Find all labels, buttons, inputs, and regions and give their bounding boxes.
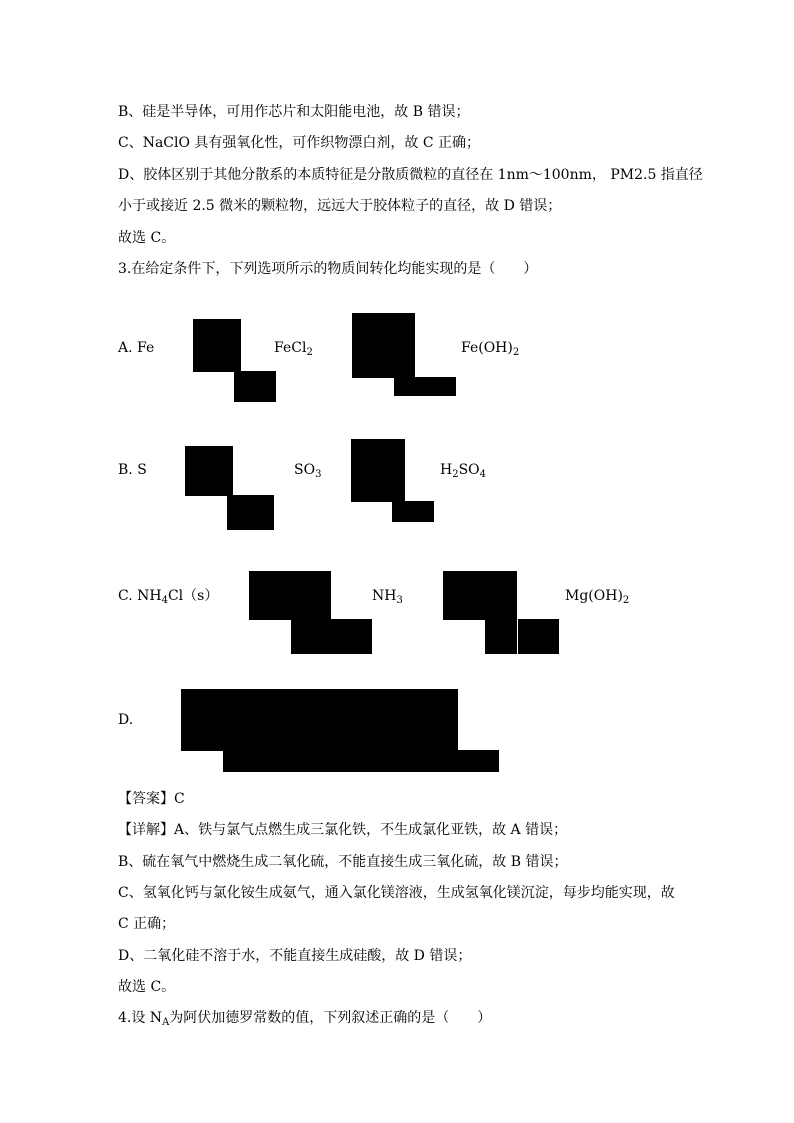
option-b-label: B. S xyxy=(118,462,147,478)
detail-line-2: B、硫在氧气中燃烧生成二氧化硫，不能直接生成三氧化硫，故 B 错误； xyxy=(118,854,568,870)
option-d-label: D. xyxy=(118,712,134,728)
option-b-redaction-2 xyxy=(227,495,274,530)
option-c-redaction-4 xyxy=(485,619,517,654)
text-line-d-prev-1: D、胶体区别于其他分散系的本质特征是分散质微粒的直径在 1nm～100nm， PM2.5 指直径 xyxy=(118,167,703,183)
detail-line-1: 【详解】A、铁与氯气点燃生成三氯化铁，不生成氯化亚铁，故 A 错误； xyxy=(118,822,568,838)
option-c-product-2: $Mg(OH)_2$ xyxy=(565,588,630,606)
option-a-redaction-5 xyxy=(415,377,456,396)
text-line-d-prev-2: 小于或接近 2.5 微米的颗粒物，远远大于胶体粒子的直径，故 D 错误； xyxy=(118,198,562,214)
question-4-stem: 4.设 $N_A$为阿伏加德罗常数的值，下列叙述正确的是（ ） xyxy=(118,1010,492,1028)
option-c-redaction-5 xyxy=(518,619,559,654)
detail-line-3: C、氢氧化钙与氯化铵生成氨气，通入氯化镁溶液，生成氢氧化镁沉淀，每步均能实现，故 xyxy=(118,885,675,901)
option-a-product-2: $Fe(OH)_2$ xyxy=(461,340,520,358)
option-c-label: C. $NH_4Cl(s)$ xyxy=(118,588,219,606)
option-b-product-2: $H_2SO_4$ xyxy=(440,462,487,480)
question-3-stem: 3.在给定条件下，下列选项所示的物质间转化均能实现的是（ ） xyxy=(118,261,538,277)
detail-line-6: 故选 C。 xyxy=(118,979,176,995)
option-c-redaction-2 xyxy=(291,619,372,654)
text-line-choose-prev: 故选 C。 xyxy=(118,230,176,246)
option-c-product-1: $NH_3$ xyxy=(372,588,403,606)
option-b-redaction-1 xyxy=(185,446,233,496)
option-a-product-1: FeCl$_2$ xyxy=(274,340,313,358)
option-b-product-1: $SO_3$ xyxy=(294,462,322,480)
text-line-c-prev: C、NaClO 具有强氧化性，可作织物漂白剂，故 C 正确； xyxy=(118,135,481,151)
option-b-redaction-4 xyxy=(392,501,434,522)
option-a-redaction-2 xyxy=(234,371,276,402)
option-b-redaction-3 xyxy=(351,439,405,502)
option-d-redaction-3 xyxy=(458,750,499,772)
option-c-redaction-3 xyxy=(443,571,517,620)
answer-line: 【答案】C xyxy=(118,791,185,807)
detail-line-4: C 正确； xyxy=(118,916,176,932)
detail-line-5: D、二氧化硅不溶于水，不能直接生成硅酸，故 D 错误； xyxy=(118,948,472,964)
option-c-redaction-1 xyxy=(249,571,331,620)
option-a-redaction-1 xyxy=(193,319,241,372)
text-line-b-prev: B、硅是半导体，可用作芯片和太阳能电池，故 B 错误； xyxy=(118,104,470,120)
option-a-redaction-4 xyxy=(394,377,415,396)
option-d-redaction-1 xyxy=(181,689,458,751)
option-d-redaction-2 xyxy=(223,750,458,772)
option-a-redaction-3 xyxy=(352,313,415,378)
option-a-label: A. Fe xyxy=(118,340,155,356)
